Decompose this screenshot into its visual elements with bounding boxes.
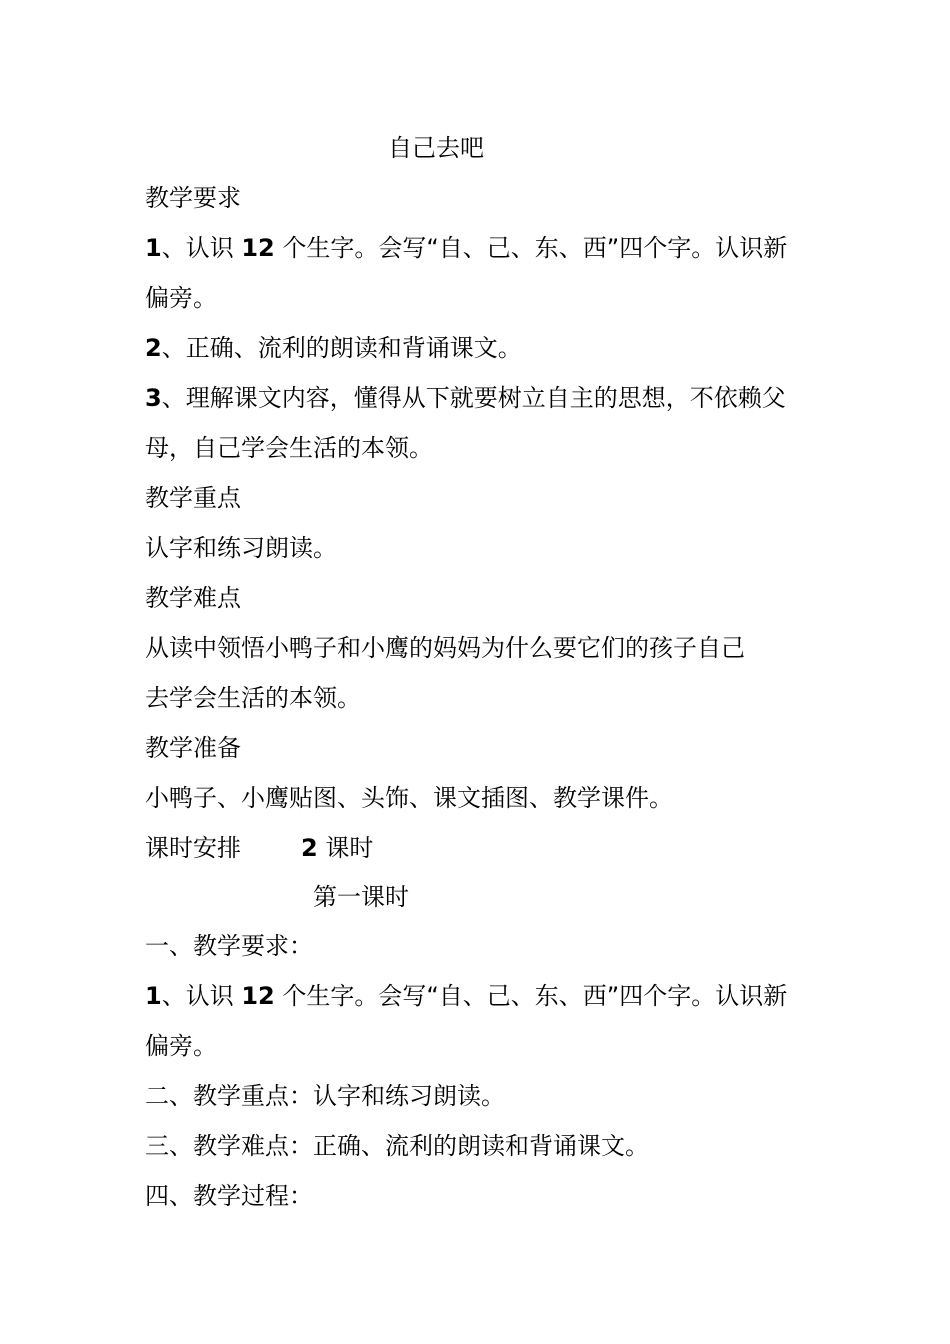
lesson-item-2: 二、教学重点：认字和练习朗读。 [145, 1082, 505, 1110]
requirement-1-number: 1 [145, 234, 162, 262]
lesson-item-1-continuation: 偏旁。 [145, 1032, 217, 1060]
requirement-1-continuation: 偏旁。 [145, 284, 217, 312]
lesson-item-1-text: 个生字。会写“自、己、东、西”四个字。认识新 [274, 982, 788, 1010]
lesson-item-1-pre: 、认识 [161, 982, 242, 1010]
lesson-item-3: 三、教学难点：正确、流利的朗读和背诵课文。 [145, 1132, 649, 1160]
schedule-line [145, 833, 825, 863]
keypoint-text: 认字和练习朗读。 [145, 534, 337, 562]
preparation-text: 小鸭子、小鹰贴图、头饰、课文插图、教学课件。 [145, 784, 673, 812]
lesson-item-1 [145, 981, 825, 1011]
lesson-item-1-heading: 一、教学要求： [145, 932, 313, 960]
preparation-heading: 教学准备 [145, 734, 241, 762]
document-title: 自己去吧 [388, 134, 484, 162]
difficulty-continuation: 去学会生活的本领。 [145, 684, 361, 712]
difficulty-heading: 教学难点 [145, 584, 241, 612]
requirement-3-continuation: 母，自己学会生活的本领。 [145, 434, 433, 462]
schedule-label: 课时安排 [145, 834, 241, 862]
requirement-3-number: 3 [145, 384, 162, 412]
requirement-2 [145, 333, 825, 363]
requirement-3-text: 、理解课文内容，懂得从下就要树立自主的思想，不依赖父 [161, 384, 786, 412]
requirement-1 [145, 233, 825, 263]
lesson-item-4: 四、教学过程： [145, 1182, 313, 1210]
lesson-heading: 第一课时 [313, 883, 409, 911]
keypoint-heading: 教学重点 [145, 484, 241, 512]
requirement-1-count: 12 [241, 234, 275, 262]
requirement-2-number: 2 [145, 334, 162, 362]
requirements-heading: 教学要求 [145, 184, 241, 212]
requirement-2-text: 、正确、流利的朗读和背诵课文。 [161, 334, 522, 362]
difficulty-text: 从读中领悟小鸭子和小鹰的妈妈为什么要它们的孩子自己 [145, 634, 745, 662]
lesson-item-1-number: 1 [145, 982, 162, 1010]
lesson-item-1-count: 12 [241, 982, 275, 1010]
requirement-3 [145, 383, 825, 413]
requirement-1-text: 个生字。会写“自、己、东、西”四个字。认识新 [274, 234, 788, 262]
schedule-unit: 课时 [317, 834, 374, 862]
requirement-1-pre: 、认识 [161, 234, 242, 262]
schedule-number: 2 [301, 834, 318, 862]
